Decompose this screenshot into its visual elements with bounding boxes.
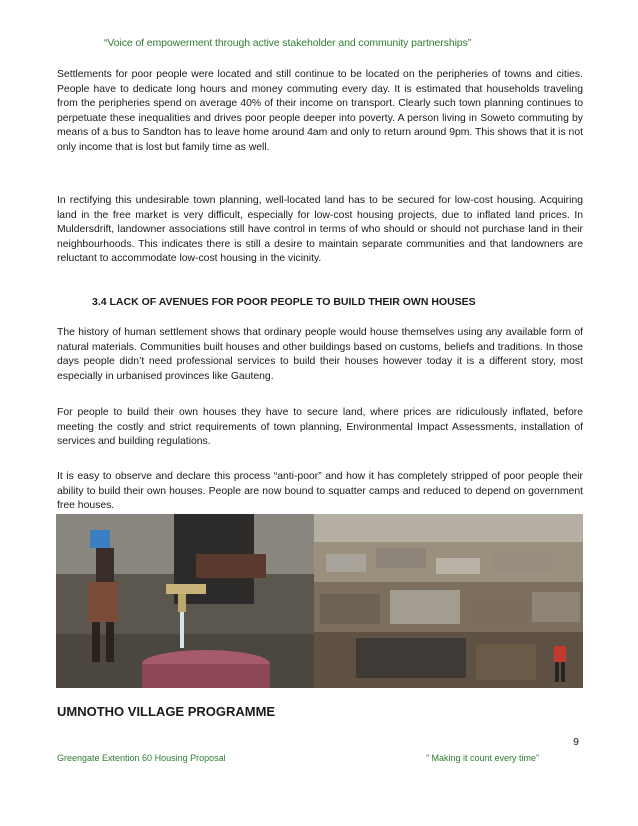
water-tap-photo [56,514,314,688]
paragraph-text: In rectifying this undesirable town planning, well-located land has to be secured for low-cost housing. Acquiring land in the free market is very difficult, especially for low-cost housing projects, due to inflated land prices. In Muldersdrift, landowner associations still have control in terms of who should or should not purchase land in their neighbourhoods. This indicates there is still a desire to maintain separate communities and that landowners are reluctant to accommodate low-cost housing in the vicinity. [57,195,583,265]
photo-collage [56,514,583,688]
paragraph-text: The history of human settlement shows that ordinary people would house themselves using any available form of natural materials. Communities built houses and other buildings based on customs, beliefs and traditions. In those days people didn’t need professional services to build their houses however today it is a different story, most especially in urbanised provinces like Gauteng. [57,327,583,382]
paragraph-commuting [57,68,583,156]
paragraph-requirements [57,406,583,450]
subheading-3-4: 3.4 LACK OF AVENUES FOR POOR PEOPLE TO BUILD THEIR OWN HOUSES [92,296,476,308]
paragraph-anti-poor [57,470,583,514]
section-title: UMNOTHO VILLAGE PROGRAMME [57,704,276,719]
header-tagline: “Voice of empowerment through active stakeholder and community partnerships” [104,37,472,49]
page-number: 9 [573,736,579,748]
footer-document-title: Greengate Extention 60 Housing Proposal [57,753,226,763]
paragraph-text: For people to build their own houses they have to secure land, where prices are ridiculously inflated, before meeting the costly and strict requirements of town planning, Environmental Impact Assessments, installation of services and building regulations. [57,407,583,448]
paragraph-history [57,326,583,384]
paragraph-text: It is easy to observe and declare this process “anti-poor” and how it has completely stripped of poor people their ability to build their own houses. People are now bound to squatter camps and reduced to depend on government free houses. [57,471,583,512]
paragraph-land-prices [57,194,583,267]
paragraph-text: Settlements for poor people were located and still continue to be located on the peripheries of towns and cities. People have to dedicate long hours and money commuting every day. It is estimated that households traveling from the peripheries spend on average 40% of their income on transport. Clearly such town planning continues to perpetuate these inequalities and drives poor people deeper into poverty. A person living in Soweto commuting by means of a bus to Sandton has to leave home around 4am and only to return around 9pm. This shows that it is not only income that is lost but family time as well. [57,69,584,153]
footer-slogan: ” Making it count every time” [426,753,540,763]
squatter-camp-photo [314,514,583,688]
